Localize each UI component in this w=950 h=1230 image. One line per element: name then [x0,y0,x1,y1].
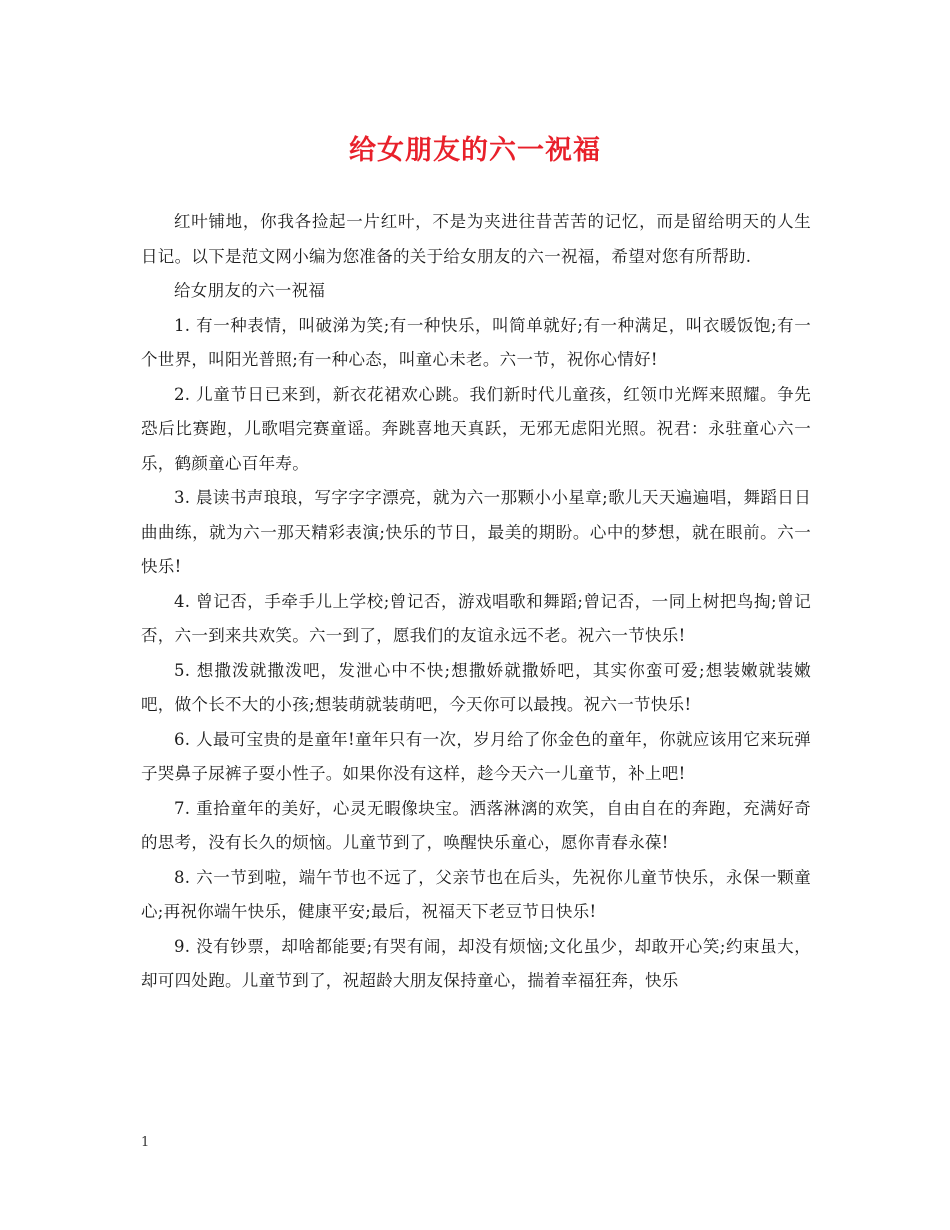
document-body [141,205,811,999]
list-item: 4. 曾记否，手牵手儿上学校;曾记否，游戏唱歌和舞蹈;曾记否，一同上树把鸟掏;曾记否，六一到来共欢笑。六一到了，愿我们的友谊永远不老。祝六一节快乐! [141,591,811,645]
page-number: 1 [141,1135,150,1150]
list-item: 5. 想撒泼就撒泼吧，发泄心中不快;想撒娇就撒娇吧，其实你蛮可爱;想装嫩就装嫩吧，做个长不大的小孩;想装萌就装萌吧，今天你可以最拽。祝六一节快乐! [141,660,811,714]
list-item: 9. 没有钞票，却啥都能要;有哭有闹，却没有烦恼;文化虽少，却敢开心笑;约束虽大，却可四处跑。儿童节到了，祝超龄大朋友保持童心，揣着幸福狂奔，快乐 [141,936,811,990]
document-title: 给女朋友的六一祝福 [349,135,601,166]
list-item: 1. 有一种表情，叫破涕为笑;有一种快乐，叫简单就好;有一种满足，叫衣暖饭饱;有一个世界，叫阳光普照;有一种心态，叫童心未老。六一节，祝你心情好! [141,315,811,369]
list-item: 8. 六一节到啦，端午节也不远了，父亲节也在后头，先祝你儿童节快乐，永保一颗童心;再祝你端午快乐，健康平安;最后，祝福天下老豆节日快乐! [141,867,811,921]
list-item: 2. 儿童节日已来到，新衣花裙欢心跳。我们新时代儿童孩，红领巾光辉来照耀。争先恐后比赛跑，儿歌唱完赛童谣。奔跳喜地天真跃，无邪无虑阳光照。祝君：永驻童心六一乐，鹤颜童心百年寿。 [141,384,811,473]
intro-paragraph: 红叶铺地，你我各捡起一片红叶，不是为夹进往昔苦苦的记忆，而是留给明天的人生日记。以下是范文网小编为您准备的关于给女朋友的六一祝福，希望对您有所帮助. [141,212,811,266]
section-subtitle: 给女朋友的六一祝福 [174,281,326,300]
list-item: 6. 人最可宝贵的是童年!童年只有一次，岁月给了你金色的童年，你就应该用它来玩弹子哭鼻子尿裤子耍小性子。如果你没有这样，趁今天六一儿童节，补上吧! [141,729,811,783]
list-item: 7. 重拾童年的美好，心灵无暇像块宝。洒落淋漓的欢笑，自由自在的奔跑，充满好奇的思考，没有长久的烦恼。儿童节到了，唤醒快乐童心，愿你青春永葆! [141,798,811,852]
list-item: 3. 晨读书声琅琅，写字字字漂亮，就为六一那颗小小星章;歌儿天天遍遍唱，舞蹈日日曲曲练，就为六一那天精彩表演;快乐的节日，最美的期盼。心中的梦想，就在眼前。六一快乐! [141,488,811,576]
